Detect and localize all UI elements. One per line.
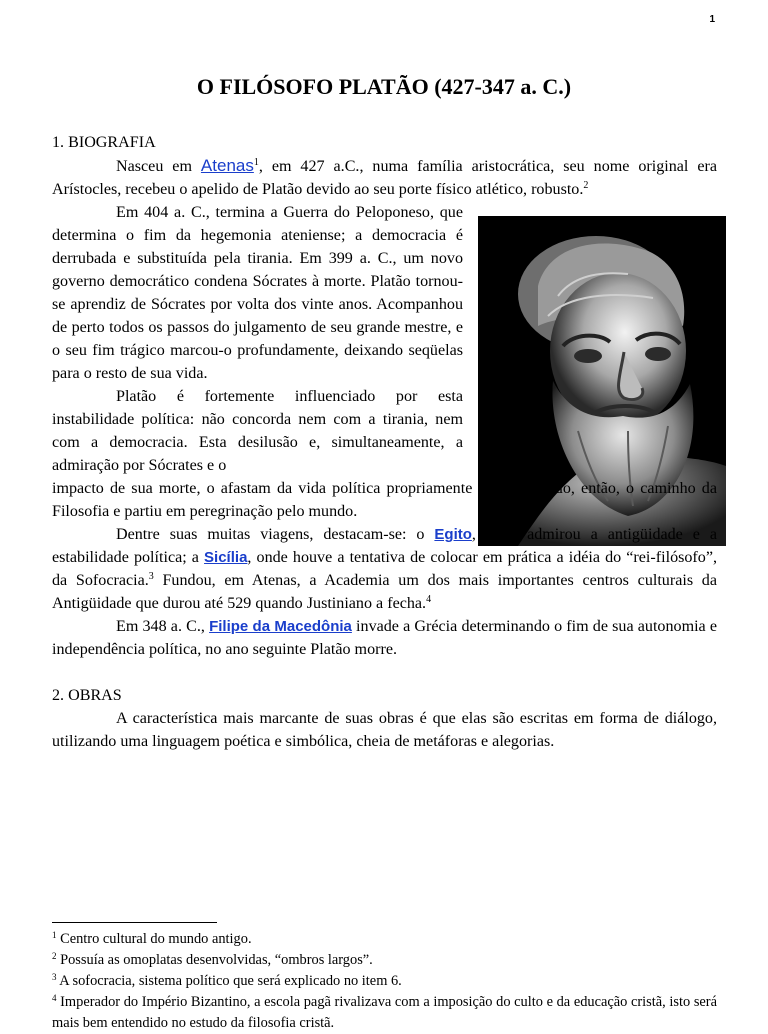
- footnote-text: A sofocracia, sistema político que será explicado no item 6.: [56, 973, 402, 989]
- footnote-text: Centro cultural do mundo antigo.: [56, 931, 252, 947]
- paragraph-spacer: [52, 661, 717, 684]
- footnote-number: 2: [52, 951, 57, 961]
- footnote-text: Possuía as omoplatas desenvolvidas, “ombros largos”.: [56, 952, 373, 968]
- paragraph-war: Em 404 a. C., termina a Guerra do Peloponeso, que determina o fim da hegemonia ateniense; a democracia é derrubada e substituída pela tirania. Em 399 a. C., um novo governo democrático condena Sócrates à morte. Platão tornou-se aprendiz de Sócrates por volta dos vinte anos. Acompanhou de perto todos os passos do julgamento de seu grande mestre, e o seu fim trágico marcou-o profundamente, deixando seqüelas para o resto de sua vida.: [52, 204, 463, 382]
- footnote-ref-1: 1: [253, 157, 259, 168]
- paragraph-text: invade a Grécia determinando o fim de sua autonomia e independência política, no ano seguinte Platão morre.: [52, 618, 718, 658]
- footnotes: [52, 929, 717, 1034]
- paragraph-influence-continued: impacto de sua morte, o afastam da vida política propriamente dita, trilhando, então, o caminho da Filosofia e partiu em peregrinação pelo mundo.: [52, 480, 717, 520]
- footnote-text: Imperador do Império Bizantino, a escola pagã rivalizava com a imposição do culto e da educação cristã, isto será mais bem entendido no estudo da filosofia cristã.: [52, 994, 717, 1031]
- title-main: O FILÓSOFO PLATÃO: [196, 74, 429, 99]
- title-dates: (427-347 a. C.): [434, 74, 572, 99]
- link-sicilia[interactable]: Sicília: [204, 549, 248, 566]
- footnote-ref-4: 4: [426, 594, 432, 605]
- paragraph-travels: [52, 523, 717, 615]
- footnote-number: 4: [52, 993, 57, 1003]
- footnote-number: 3: [52, 972, 57, 982]
- paragraph-text: , onde admirou a antigüidade e a estabilidade política; a: [52, 526, 717, 566]
- paragraph-birth: [52, 154, 717, 201]
- document-body: [52, 131, 717, 753]
- paragraph-obras: A característica mais marcante de suas obras é que elas são escritas em forma de diálogo, utilizando uma linguagem poética e simbólica, cheia de metáforas e alegorias.: [52, 710, 717, 750]
- page-number: 1: [709, 14, 715, 25]
- link-filipe-da-macedonia[interactable]: Filipe da Macedônia: [209, 618, 352, 635]
- link-egito[interactable]: Egito: [434, 526, 472, 543]
- footnote-ref-3: 3: [148, 571, 154, 582]
- paragraph-text: , onde houve a tentativa de colocar em prática a idéia do “rei-filósofo”, da Sofocracia.: [52, 549, 717, 589]
- footnote-3: [52, 971, 717, 992]
- link-atenas[interactable]: Atenas: [200, 156, 254, 175]
- paragraph-death: [52, 615, 717, 661]
- section-heading-obras: 2. OBRAS: [52, 687, 122, 704]
- footnote-4: [52, 992, 717, 1034]
- section-heading-biografia: 1. BIOGRAFIA: [52, 134, 156, 151]
- footnote-ref-2: 2: [583, 180, 589, 191]
- footnote-1: [52, 929, 717, 950]
- page-title: [0, 72, 768, 102]
- footnote-number: 1: [52, 930, 57, 940]
- paragraph-influence: Platão é fortemente influenciado por esta instabilidade política: não concorda nem com a tirania, nem com a democracia. Esta desilusão e, simultaneamente, a admiração por Sócrates e o: [52, 388, 463, 474]
- paragraph-text: Nasceu em: [116, 158, 201, 175]
- paragraph-text: , em 427 a.C., numa família aristocrática, seu nome original era Arístocles, recebeu o apelido de Platão devido ao seu porte físico atlético, robusto.: [52, 158, 717, 198]
- footnote-divider: [52, 922, 217, 923]
- paragraph-text: Fundou, em Atenas, a Academia um dos mais importantes centros culturais da Antigüidade que durou até 529 quando Justiniano a fecha.: [52, 572, 718, 612]
- paragraph-text: Em 348 a. C.,: [116, 618, 210, 635]
- footnote-2: [52, 950, 717, 971]
- paragraph-text: Dentre suas muitas viagens, destacam-se: o: [116, 526, 435, 543]
